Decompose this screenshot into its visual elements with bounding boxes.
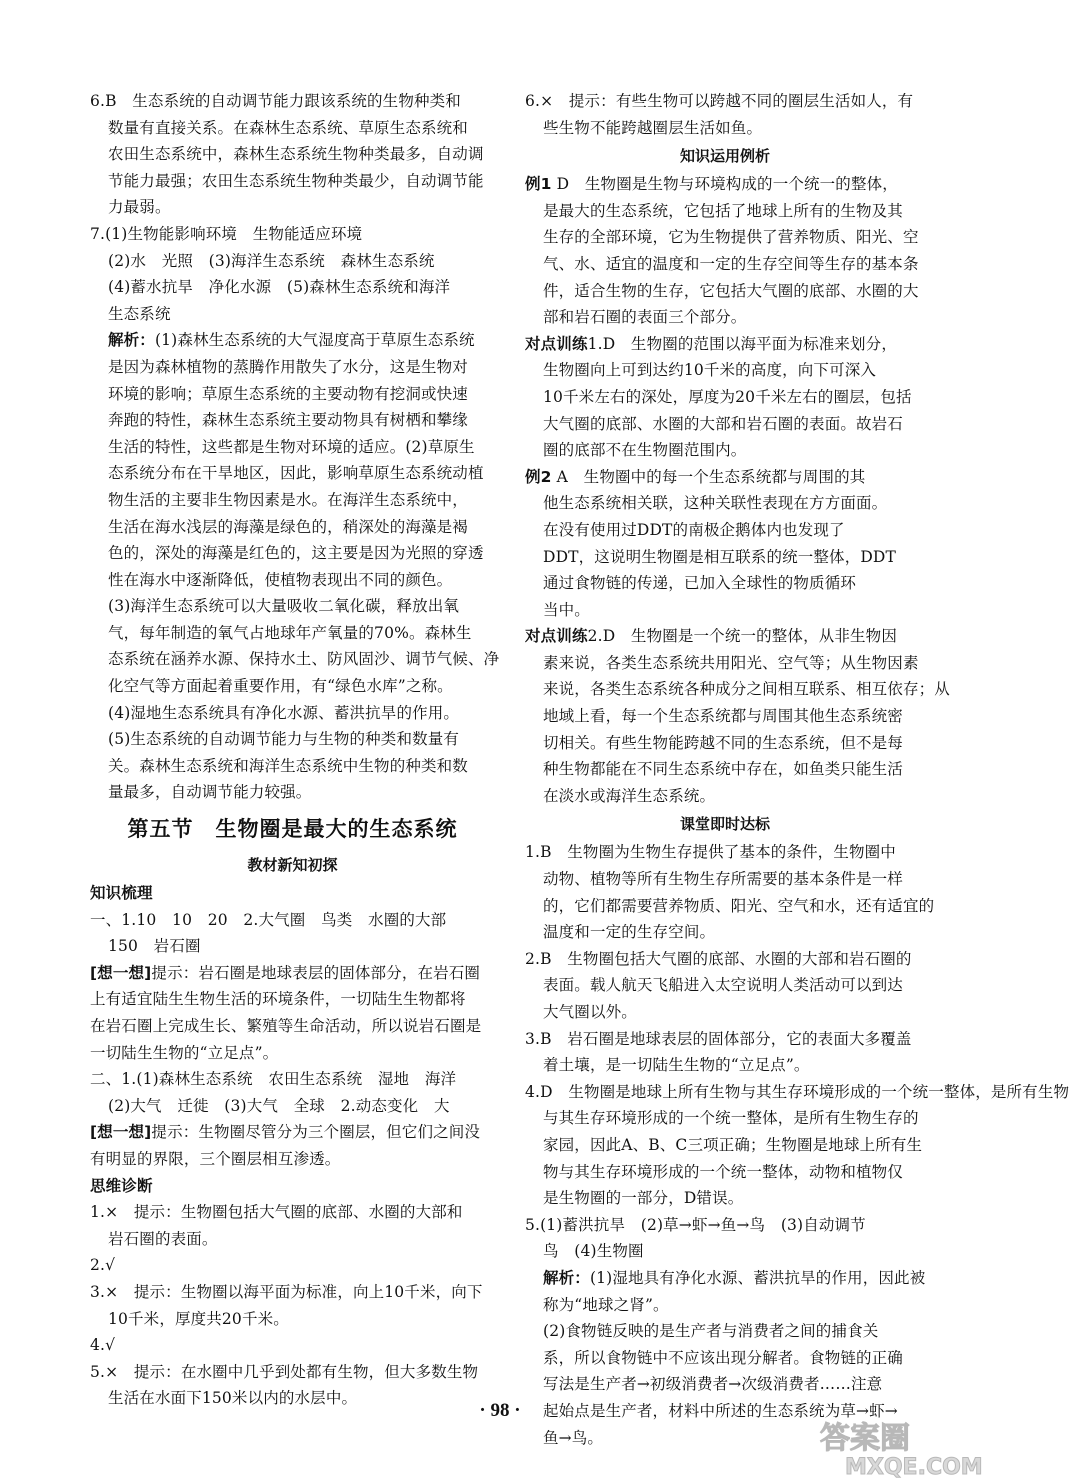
text-line: 量最多，自动调节能力较强。	[108, 783, 312, 802]
left-column	[90, 88, 500, 1412]
text-line: 动物、植物等所有生物生存所需要的基本条件是一样	[543, 870, 903, 889]
text-line: 表面。载人航天飞船进入太空说明人类活动可以到达	[543, 976, 903, 995]
text-line: 提示：生物圈尽管分为三个圈层，但它们之间没	[151, 1123, 481, 1142]
text-line: 气、水、适宜的温度和一定的生存空间等生存的基本条	[543, 254, 919, 273]
diagnosis-heading: 思维诊断	[90, 1176, 153, 1195]
text-line: 二、1.(1)森林生态系统 农田生态系统 湿地 海洋	[90, 1070, 457, 1089]
text-line: 在没有使用过DDT的南极企鹅体内也发现了	[543, 520, 845, 539]
text-line: 6.× 提示：有些生物可以跨越不同的圈层生活如人，有	[525, 92, 914, 110]
watermark-logo	[800, 1416, 990, 1480]
text-line: 态系统在涵养水源、保持水土、防风固沙、调节气候、净	[108, 650, 500, 669]
text-line: 是因为森林植物的蒸腾作用散失了水分，这是生物对	[108, 357, 468, 376]
text-line: 大气圈的底部、水圈的大部和岩石圈的表面。故岩石	[543, 414, 903, 433]
text-line: 通过食物链的传递，已加入全球性的物质循环	[543, 574, 857, 593]
text-line: 种生物都能在不同生态系统中存在，如鱼类只能生活	[543, 760, 903, 779]
text-line: 生活在海水浅层的海藻是绿色的，稍深处的海藻是褐	[108, 517, 468, 536]
text-line: 温度和一定的生存空间。	[543, 923, 716, 942]
text-line: 一切陆生生物的“立足点”。	[90, 1043, 279, 1062]
text-line: 2.B 生物圈包括大气圈的底部、水圈的大部和岩石圈的	[525, 949, 912, 968]
text-line: 写法是生产者→初级消费者→次级消费者……注意	[543, 1375, 883, 1394]
think-box-1	[90, 960, 495, 1066]
text-line: 关。森林生态系统和海洋生态系统中生物的种类和数	[108, 756, 468, 775]
training-label: 对点训练	[525, 627, 588, 646]
text-line: 来说，各类生态系统各种成分之间相互联系、相互依存；从	[543, 680, 950, 699]
text-line: DDT，这说明生物圈是相互联系的统一整体，DDT	[543, 547, 896, 566]
right-column	[525, 88, 1069, 1451]
training-label: 对点训练	[525, 334, 588, 353]
text-line: 系，所以食物链中不应该出现分解者。食物链的正确	[543, 1348, 903, 1367]
example-label: 例1	[525, 175, 552, 194]
text-line: 是最大的生态系统，它包括了地球上所有的生物及其	[543, 201, 903, 220]
text-line: 起始点是生产者，材料中所述的生态系统为草→虾→	[543, 1401, 898, 1420]
text-line: 2.D 生物圈是一个统一的整体，从非生物因	[587, 627, 897, 646]
text-line: 件，适合生物的生存，它包括大气圈的底部、水圈的大	[543, 281, 919, 300]
text-line: 在淡水或海洋生态系统。	[543, 786, 716, 805]
text-line: 称为“地球之肾”。	[543, 1295, 669, 1314]
analysis-7	[90, 327, 500, 806]
text-line: 切相关。有些生物能跨越不同的生态系统，但不是每	[543, 733, 903, 752]
subsection-title: 教材新知初探	[247, 856, 338, 875]
text-line: (3)海洋生态系统可以大量吸收二氧化碳，释放出氧	[108, 597, 460, 616]
text-line: (2)水 光照 (3)海洋生态系统 森林生态系统	[108, 251, 435, 270]
text-line: 生存的全部环境，它为生物提供了营养物质、阳光、空	[543, 228, 919, 247]
text-line: 部和岩石圈的表面三个部分。	[543, 308, 747, 327]
text-line: 力最弱。	[108, 198, 171, 217]
text-line: 些生物不能跨越圈层生活如鱼。	[543, 118, 763, 137]
subsection-title: 课堂即时达标	[679, 815, 770, 834]
text-line: 鱼→鸟。	[543, 1428, 604, 1447]
answer-7	[90, 221, 495, 327]
text-line: (1)湿地具有净化水源、蓄洪抗旱的作用，因此被	[589, 1268, 926, 1287]
text-line: (4)蓄水抗旱 净化水源 (5)森林生态系统和海洋	[108, 278, 451, 297]
text-line: 6.B 生态系统的自动调节能力跟该系统的生物种类和	[90, 92, 461, 110]
text-line: 鸟 (4)生物圈	[543, 1242, 644, 1261]
text-line: 10千米，厚度共20千米。	[108, 1309, 289, 1328]
text-line: 物与其生存环境形成的一个统一整体，动物和植物仅	[543, 1162, 903, 1181]
example-label: 例2	[525, 467, 552, 486]
text-line: 生物圈向上可到达约10千米的高度，向下可深入	[543, 361, 877, 380]
text-line: 5.(1)蓄洪抗旱 (2)草→虾→鱼→鸟 (3)自动调节	[525, 1215, 866, 1234]
text-line: (2)食物链反映的是生产者与消费者之间的捕食关	[543, 1322, 879, 1341]
text-line: 生态系统	[108, 304, 171, 323]
text-line: D 生物圈是生物与环境构成的一个统一的整体，	[556, 175, 898, 194]
text-line: 物生活的主要非生物因素是水。在海洋生态系统中，	[108, 490, 468, 509]
text-line: 7.(1)生物能影响环境 生物能适应环境	[90, 224, 363, 243]
text-line: (2)大气 迁徙 (3)大气 全球 2.动态变化 大	[108, 1096, 450, 1115]
text-line: 圈的底部不在生物圈范围内。	[543, 441, 747, 460]
subsection-title: 知识运用例析	[679, 147, 770, 166]
text-line: 是生物圈的一部分，D错误。	[543, 1189, 744, 1208]
text-line: 与其生存环境形成的一个统一整体，是所有生物生存的	[543, 1109, 919, 1128]
text-line: 性在海水中逐渐降低，使植物表现出不同的颜色。	[108, 570, 453, 589]
text-line: 地域上看，每一个生态系统都与周围其他生态系统密	[543, 707, 903, 726]
text-line: 节能力最强；农田生态系统生物种类最少，自动调节能	[108, 171, 484, 190]
text-line: 数量有直接关系。在森林生态系统、草原生态系统和	[108, 118, 468, 137]
text-line: 态系统分布在干旱地区，因此，影响草原生态系统动植	[108, 464, 484, 483]
text-line: 素来说，各类生态系统共用阳光、空气等；从生物因素	[543, 653, 919, 672]
text-line: 4.D 生物圈是地球上所有生物与其生存环境形成的一个统一整体，是所有生物	[525, 1082, 1069, 1101]
text-line: A 生物圈中的每一个生态系统都与周围的其	[556, 467, 866, 486]
text-line: (4)湿地生态系统具有净化水源、蓄洪抗旱的作用。	[108, 703, 460, 722]
text-line: 5.× 提示：在水圈中几乎到处都有生物，但大多数生物	[90, 1362, 479, 1381]
text-line: 生活在水面下150米以内的水层中。	[108, 1389, 358, 1408]
text-line: 4.√	[90, 1336, 116, 1355]
text-line: 1.B 生物圈为生物生存提供了基本的条件，生物圈中	[525, 843, 896, 862]
text-line: 着土壤，是一切陆生生物的“立足点”。	[543, 1056, 810, 1075]
training-2	[525, 623, 950, 809]
example-2	[525, 464, 925, 624]
answer-6	[90, 88, 495, 221]
text-line: 上有适宜陆生生物生活的环境条件，一切陆生生物都将	[90, 990, 466, 1009]
text-line: 1.D 生物圈的范围以海平面为标准来划分，	[587, 334, 897, 353]
analysis-label: 解析：	[543, 1268, 590, 1287]
text-line: 化空气等方面起着重要作用，有“绿色水库”之称。	[108, 677, 453, 696]
text-line: 大气圈以外。	[543, 1003, 637, 1021]
text-line: 岩石圈的表面。	[108, 1229, 218, 1248]
text-line: 当中。	[543, 600, 590, 619]
watermark-bottom-text: MXQE.COM	[845, 1455, 983, 1480]
text-line: 色的，深处的海藻是红色的，这主要是因为光照的穿透	[108, 544, 484, 563]
text-line: 3.× 提示：生物圈以海平面为标准，向上10千米，向下	[90, 1282, 483, 1301]
text-line: 3.B 岩石圈是地球表层的固体部分，它的表面大多覆盖	[525, 1029, 912, 1048]
text-line: 气，每年制造的氧气占地球年产氧量的70%。森林生	[108, 623, 472, 642]
text-line: 提示：岩石圈是地球表层的固体部分，在岩石圈	[151, 963, 481, 982]
text-line: 环境的影响；草原生态系统的主要动物有挖洞或快速	[108, 384, 468, 403]
analysis-label: 解析：	[108, 331, 155, 350]
watermark-top-text: 答案圈	[820, 1421, 910, 1456]
text-line: (5)生态系统的自动调节能力与生物的种类和数量有	[108, 730, 460, 749]
text-line: 他生态系统相关联，这种关联性表现在方方面面。	[543, 494, 888, 513]
text-line: 的，它们都需要营养物质、阳光、空气和水，还有适宜的	[543, 896, 935, 915]
think-label: [想一想]	[90, 1123, 152, 1142]
text-line: 家园，因此A、B、C三项正确；生物圈是地球上所有生	[543, 1135, 923, 1154]
text-line: 生活的特性，这些都是生物对环境的适应。(2)草原生	[108, 437, 475, 456]
section-title: 第五节 生物圈是最大的生态系统	[127, 817, 458, 842]
text-line: 1.× 提示：生物圈包括大气圈的底部、水圈的大部和	[90, 1203, 463, 1222]
text-line: 2.√	[90, 1256, 116, 1275]
text-line: 农田生态系统中，森林生态系统生物种类最多，自动调	[108, 145, 484, 164]
text-line: 奔跑的特性，森林生态系统主要动物具有树栖和攀缘	[108, 411, 468, 430]
text-line: 150 岩石圈	[108, 937, 201, 956]
example-1	[525, 171, 925, 331]
knowledge-heading: 知识梳理	[90, 884, 153, 903]
text-line: 有明显的界限，三个圈层相互渗透。	[90, 1149, 341, 1168]
text-line: 在岩石圈上完成生长、繁殖等生命活动，所以说岩石圈是	[90, 1017, 482, 1035]
text-line: (1)森林生态系统的大气湿度高于草原生态系统	[154, 331, 475, 350]
text-line: 10千米左右的深处，厚度为20千米左右的圈层，包括	[543, 387, 912, 406]
training-1	[525, 331, 925, 464]
think-label: [想一想]	[90, 963, 152, 982]
think-box-2	[90, 1119, 495, 1172]
page-number: · 98 ·	[479, 1400, 521, 1421]
text-line: 一、1.10 10 20 2.大气圈 鸟类 水圈的大部	[90, 910, 447, 929]
